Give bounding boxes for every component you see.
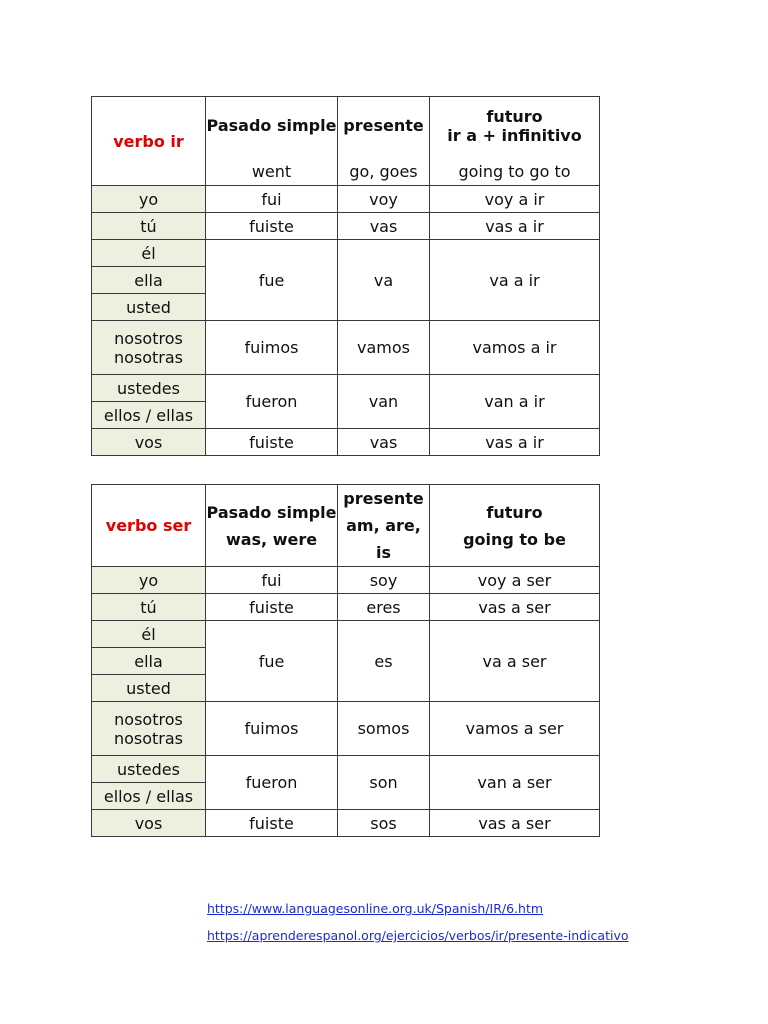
table-row (92, 594, 600, 621)
header-present (338, 485, 430, 567)
header-future-label (430, 107, 599, 145)
header-future-line2: ir a + infinitivo (447, 126, 582, 145)
pronoun-cell: ellos / ellas (92, 783, 206, 810)
table-row (92, 621, 600, 648)
header-future-english: going to be (463, 529, 566, 549)
present-cell: vamos (338, 321, 430, 375)
future-cell: vas a ser (430, 810, 600, 837)
pronoun-cell: tú (92, 213, 206, 240)
header-past-english: went (251, 162, 292, 181)
pronoun-cell: yo (92, 567, 206, 594)
pronoun-cell: ustedes (92, 756, 206, 783)
past-cell: fuiste (206, 594, 338, 621)
past-cell: fuiste (206, 213, 338, 240)
present-cell: son (338, 756, 430, 810)
header-row (92, 97, 600, 186)
header-present-label: presente (343, 489, 424, 508)
table-row (92, 240, 600, 267)
header-past-label: Pasado simple (206, 502, 337, 522)
pronoun-cell: él (92, 240, 206, 267)
future-cell: va a ir (430, 240, 600, 321)
future-cell: vas a ir (430, 213, 600, 240)
pronoun-cell: yo (92, 186, 206, 213)
header-row (92, 485, 600, 567)
table-row (92, 702, 600, 756)
pronoun-line1: nosotros (114, 709, 183, 729)
future-cell: vamos a ser (430, 702, 600, 756)
present-cell: van (338, 375, 430, 429)
header-future-label: futuro (486, 502, 543, 522)
future-cell: voy a ser (430, 567, 600, 594)
past-cell: fue (206, 621, 338, 702)
table-row (92, 567, 600, 594)
pronoun-cell: vos (92, 429, 206, 456)
pronoun-cell (92, 702, 206, 756)
present-cell: voy (338, 186, 430, 213)
past-cell: fui (206, 186, 338, 213)
header-past-label: Pasado simple (206, 116, 337, 135)
future-cell: van a ser (430, 756, 600, 810)
table-row (92, 429, 600, 456)
header-future-english: going to go to (458, 162, 571, 181)
pronoun-line1: nosotros (114, 328, 183, 348)
table-title: verbo ser (92, 485, 206, 567)
header-present (338, 97, 430, 186)
present-cell: vas (338, 213, 430, 240)
header-future-line1: futuro (486, 107, 543, 126)
pronoun-cell: ella (92, 267, 206, 294)
future-cell: vas a ir (430, 429, 600, 456)
header-future (430, 97, 600, 186)
past-cell: fue (206, 240, 338, 321)
pronoun-line2: nosotras (113, 347, 184, 367)
languagesonline-link[interactable]: https://www.languagesonline.org.uk/Spanish/IR/6.htm (207, 901, 544, 916)
past-cell: fueron (206, 375, 338, 429)
pronoun-cell: él (92, 621, 206, 648)
aprenderespanol-link[interactable]: https://aprenderespanol.org/ejercicios/verbos/ir/presente-indicativo (207, 928, 629, 943)
header-future (430, 485, 600, 567)
future-cell: vamos a ir (430, 321, 600, 375)
table-row (92, 321, 600, 375)
reference-link-2-container (207, 928, 629, 943)
present-cell: vas (338, 429, 430, 456)
pronoun-cell: usted (92, 294, 206, 321)
table-row (92, 375, 600, 402)
pronoun-cell: ellos / ellas (92, 402, 206, 429)
future-cell: voy a ir (430, 186, 600, 213)
pronoun-cell: ella (92, 648, 206, 675)
table-row (92, 756, 600, 783)
future-cell: van a ir (430, 375, 600, 429)
past-cell: fuiste (206, 429, 338, 456)
pronoun-cell: vos (92, 810, 206, 837)
future-cell: va a ser (430, 621, 600, 702)
pronoun-cell: tú (92, 594, 206, 621)
present-cell: somos (338, 702, 430, 756)
header-present-english: go, goes (349, 162, 418, 181)
present-cell: eres (338, 594, 430, 621)
past-cell: fuiste (206, 810, 338, 837)
table-title: verbo ir (92, 97, 206, 186)
table-row (92, 213, 600, 240)
table-row (92, 810, 600, 837)
past-cell: fuimos (206, 321, 338, 375)
table-row (92, 186, 600, 213)
future-cell: vas a ser (430, 594, 600, 621)
verbo-ir-table (91, 96, 600, 456)
header-past-english: was, were (225, 529, 318, 549)
present-cell: sos (338, 810, 430, 837)
header-present-label: presente (343, 116, 424, 135)
reference-link-1-container (207, 901, 543, 916)
header-past (206, 97, 338, 186)
present-cell: es (338, 621, 430, 702)
pronoun-cell: usted (92, 675, 206, 702)
past-cell: fui (206, 567, 338, 594)
verbo-ser-table (91, 484, 600, 837)
header-present-english: am, are, is (346, 516, 421, 562)
header-past (206, 485, 338, 567)
pronoun-cell: ustedes (92, 375, 206, 402)
present-cell: va (338, 240, 430, 321)
past-cell: fueron (206, 756, 338, 810)
pronoun-cell (92, 321, 206, 375)
pronoun-line2: nosotras (113, 728, 184, 748)
present-cell: soy (338, 567, 430, 594)
past-cell: fuimos (206, 702, 338, 756)
